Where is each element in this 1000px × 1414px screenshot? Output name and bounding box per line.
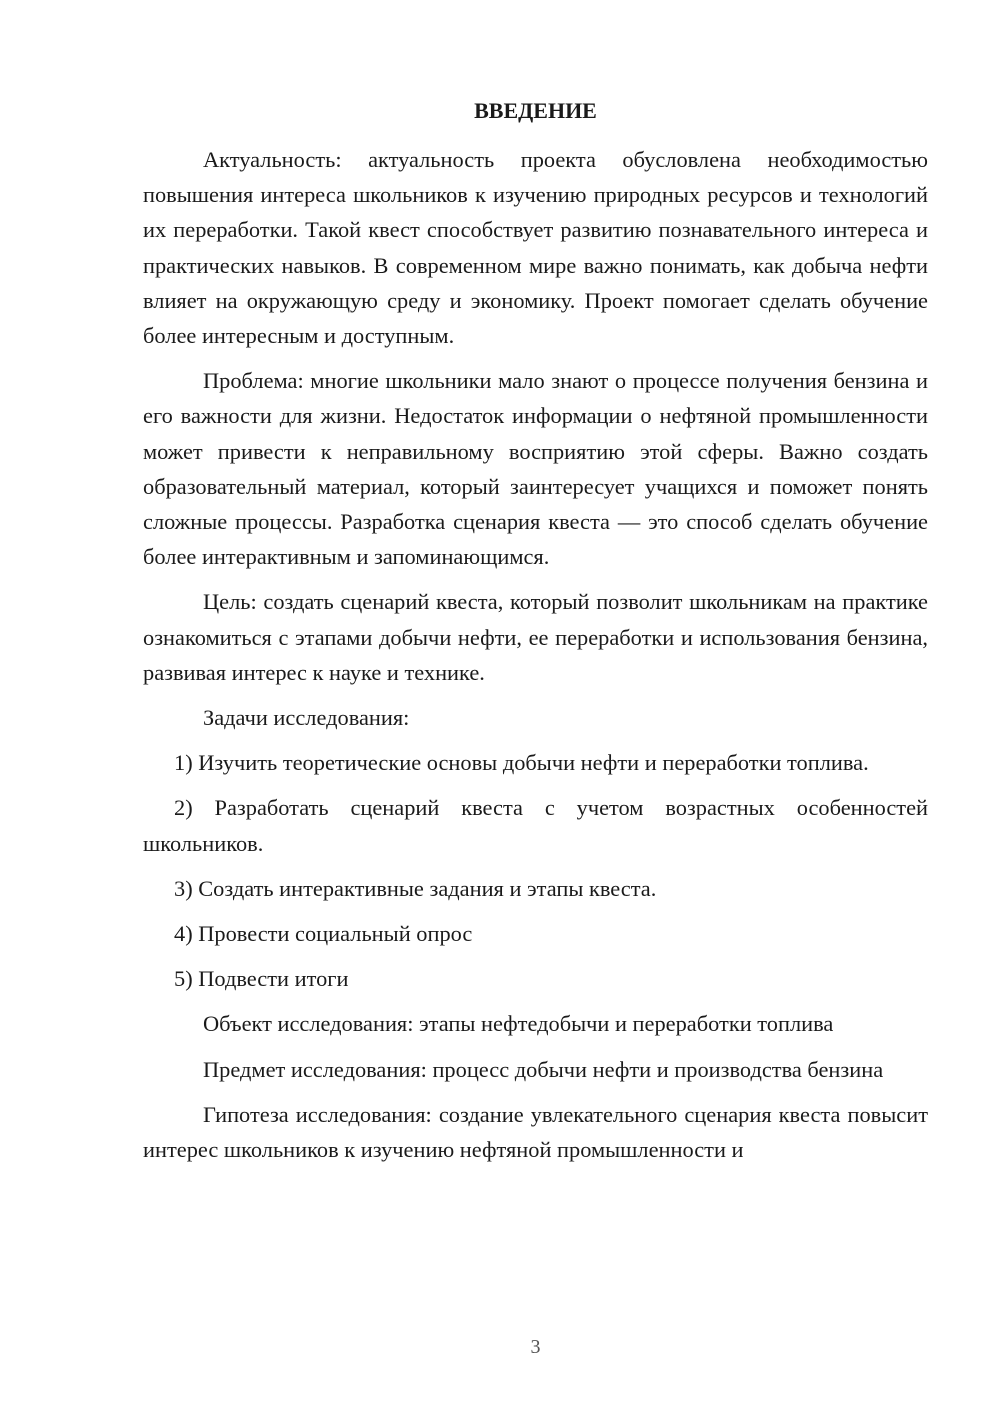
page-number: 3 <box>530 1336 541 1358</box>
paragraph-relevance: Актуальность: актуальность проекта обусловлена необходимостью повышения интереса школьников к изучению природных ресурсов и технологий их переработки. Такой квест способствует развитию познавательного интереса и практических навыков. В современном мире важно понимать, как добыча нефти влияет на окружающую среду и экономику. Проект помогает сделать обучение более интересным и доступным. <box>143 147 928 349</box>
task-item-3: 3) Создать интерактивные задания и этапы квеста. <box>174 875 657 901</box>
task-item-4: 4) Провести социальный опрос <box>174 921 473 947</box>
task-item-2: 2) Разработать сценарий квеста с учетом возрастных особенностей школьников. <box>143 795 928 856</box>
paragraph-problem: Проблема: многие школьники мало знают о процессе получения бензина и его важности для жизни. Недостаток информации о нефтяной промышленности может привести к неправильному восприятию этой сферы. Важно создать образовательный материал, который заинтересует учащихся и поможет понять сложные процессы. Разработка сценария квеста — это способ сделать обучение более интерактивным и запоминающимся. <box>143 368 928 570</box>
document-body <box>143 142 928 1177</box>
paragraph-hypothesis: Гипотеза исследования: создание увлекательного сценария квеста повысит интерес школьников к изучению нефтяной промышленности и <box>143 1101 928 1163</box>
paragraph-tasks-heading: Задачи исследования: <box>203 705 410 731</box>
paragraph-goal: Цель: создать сценарий квеста, который позволит школьникам на практике ознакомиться с этапами добычи нефти, ее переработки и использования бензина, развивая интерес к науке и технике. <box>143 589 928 685</box>
task-item-5: 5) Подвести итоги <box>174 966 349 992</box>
section-title: ВВЕДЕНИЕ <box>474 98 597 123</box>
task-item-1: 1) Изучить теоретические основы добычи нефти и переработки топлива. <box>174 750 869 776</box>
paragraph-subject: Предмет исследования: процесс добычи нефти и производства бензина <box>203 1056 884 1082</box>
paragraph-object: Объект исследования: этапы нефтедобычи и переработки топлива <box>203 1011 834 1037</box>
